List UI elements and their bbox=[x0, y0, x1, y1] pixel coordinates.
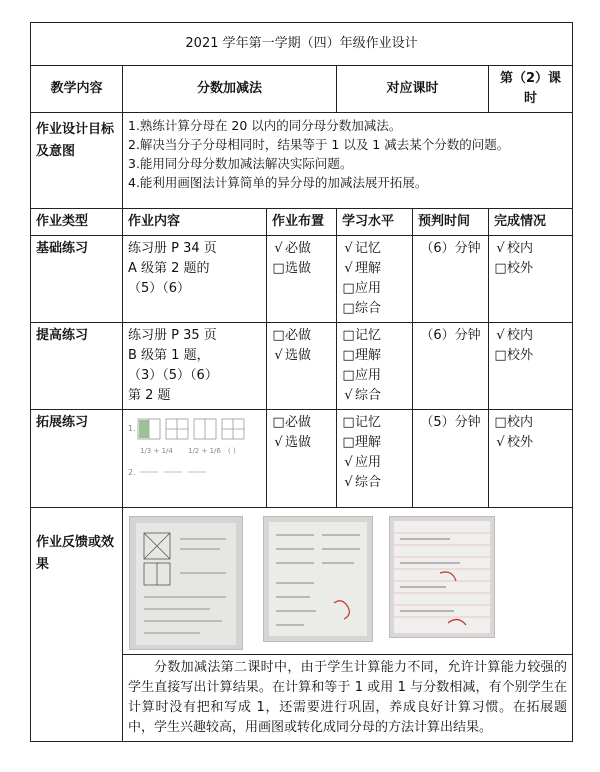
feedback-row bbox=[31, 508, 573, 655]
assign-options bbox=[267, 236, 337, 323]
option-item[interactable]: √ 校外 bbox=[494, 433, 567, 453]
content-value: 分数加减法 bbox=[123, 66, 337, 113]
status-options bbox=[489, 323, 573, 410]
check-mark-icon: √ bbox=[274, 435, 283, 450]
status-options bbox=[489, 236, 573, 323]
level-options bbox=[337, 410, 413, 508]
checkbox-icon: □ bbox=[342, 281, 355, 296]
check-mark-icon: √ bbox=[496, 435, 505, 450]
sheet-title: 2021 学年第一学期（四）年级作业设计 bbox=[31, 23, 573, 66]
option-item[interactable]: √ 记忆 bbox=[342, 239, 407, 259]
homework-design-sheet bbox=[30, 22, 572, 742]
col-time: 预判时间 bbox=[413, 209, 489, 236]
checkbox-icon: □ bbox=[272, 328, 285, 343]
content-line: A 级第 2 题的 bbox=[128, 261, 210, 276]
lesson-value: 第（2）课时 bbox=[489, 66, 573, 113]
option-item[interactable]: □校外 bbox=[494, 259, 567, 279]
option-item[interactable]: √ 校内 bbox=[494, 239, 567, 259]
option-item[interactable]: □校内 bbox=[494, 413, 567, 433]
check-mark-icon: √ bbox=[274, 348, 283, 363]
col-status: 完成情况 bbox=[489, 209, 573, 236]
option-item[interactable]: √ 必做 bbox=[272, 239, 331, 259]
level-options bbox=[337, 323, 413, 410]
checkbox-icon: □ bbox=[342, 435, 355, 450]
content-line: （5）（6） bbox=[128, 281, 191, 296]
option-item[interactable]: □记忆 bbox=[342, 326, 407, 346]
checkbox-icon: □ bbox=[494, 348, 507, 363]
option-item[interactable]: √ 校内 bbox=[494, 326, 567, 346]
fraction-label: ( ) bbox=[228, 447, 236, 455]
goal-item: 3.能用同分母分数加减法解决实际问题。 bbox=[128, 156, 353, 171]
check-mark-icon: √ bbox=[344, 261, 353, 276]
table-row bbox=[31, 323, 573, 410]
option-item[interactable]: □记忆 bbox=[342, 413, 407, 433]
col-assign: 作业布置 bbox=[267, 209, 337, 236]
goals-list bbox=[123, 113, 573, 209]
question-number: 2. bbox=[128, 468, 136, 477]
check-mark-icon: √ bbox=[344, 455, 353, 470]
lesson-label: 对应课时 bbox=[337, 66, 489, 113]
assign-options bbox=[267, 410, 337, 508]
design-table bbox=[30, 22, 573, 742]
feedback-text: 分数加减法第二课时中，由于学生计算能力不同，允许计算能力较强的学生直接写出计算结果。在计算和等于 1 或用 1 与分数相减，有个别学生在计算时没有把和写成 1，还需要进行巩固，养成良好计算习惯。在拓展题中，学生兴趣较高，用画图或转化成同分母的方法计算出结果。 bbox=[123, 655, 573, 742]
row-content bbox=[123, 236, 267, 323]
extension-figure bbox=[128, 413, 260, 489]
level-options bbox=[337, 236, 413, 323]
checkbox-icon: □ bbox=[342, 348, 355, 363]
checkbox-icon: □ bbox=[342, 328, 355, 343]
content-label: 教学内容 bbox=[31, 66, 123, 113]
question-number: 1. bbox=[128, 424, 136, 433]
row-content bbox=[123, 323, 267, 410]
homework-photo bbox=[263, 516, 373, 642]
option-item[interactable]: √ 选做 bbox=[272, 433, 331, 453]
row-type: 拓展练习 bbox=[31, 410, 123, 508]
table-row bbox=[31, 410, 573, 508]
checkbox-icon: □ bbox=[342, 415, 355, 430]
option-item[interactable]: □校外 bbox=[494, 346, 567, 366]
content-line: 练习册 P 34 页 bbox=[128, 241, 217, 256]
table-row bbox=[31, 236, 573, 323]
option-item[interactable]: □应用 bbox=[342, 279, 407, 299]
option-item[interactable]: √ 综合 bbox=[342, 473, 407, 493]
option-item[interactable]: √ 应用 bbox=[342, 453, 407, 473]
homework-photo bbox=[389, 516, 495, 638]
feedback-label: 作业反馈或效果 bbox=[31, 508, 123, 742]
option-item[interactable]: √ 选做 bbox=[272, 346, 331, 366]
check-mark-icon: √ bbox=[496, 328, 505, 343]
option-item[interactable]: □必做 bbox=[272, 326, 331, 346]
check-mark-icon: √ bbox=[274, 241, 283, 256]
checkbox-icon: □ bbox=[272, 261, 285, 276]
check-mark-icon: √ bbox=[344, 388, 353, 403]
goal-item: 1.熟练计算分母在 20 以内的同分母分数加减法。 bbox=[128, 118, 402, 133]
col-level: 学习水平 bbox=[337, 209, 413, 236]
checkbox-icon: □ bbox=[494, 261, 507, 276]
option-item[interactable]: √ 综合 bbox=[342, 386, 407, 406]
checkbox-icon: □ bbox=[494, 415, 507, 430]
option-item[interactable]: □必做 bbox=[272, 413, 331, 433]
col-type: 作业类型 bbox=[31, 209, 123, 236]
content-line: （3）（5）（6） bbox=[128, 368, 218, 383]
row-time: （5）分钟 bbox=[413, 410, 489, 508]
content-line: B 级第 1 题， bbox=[128, 348, 210, 363]
fraction-label: 1/2 + 1/6 bbox=[188, 447, 221, 455]
checkbox-icon: □ bbox=[342, 301, 355, 316]
option-item[interactable]: □理解 bbox=[342, 346, 407, 366]
row-type: 提高练习 bbox=[31, 323, 123, 410]
row-time: （6）分钟 bbox=[413, 323, 489, 410]
option-item[interactable]: □理解 bbox=[342, 433, 407, 453]
option-item[interactable]: □综合 bbox=[342, 299, 407, 319]
option-item[interactable]: □应用 bbox=[342, 366, 407, 386]
checkbox-icon: □ bbox=[342, 368, 355, 383]
check-mark-icon: √ bbox=[496, 241, 505, 256]
status-options bbox=[489, 410, 573, 508]
row-type: 基础练习 bbox=[31, 236, 123, 323]
option-item[interactable]: √ 理解 bbox=[342, 259, 407, 279]
feedback-photos bbox=[123, 508, 573, 655]
goal-item: 2.解决当分子分母相同时，结果等于 1 以及 1 减去某个分数的问题。 bbox=[128, 137, 510, 152]
goals-label: 作业设计目标及意图 bbox=[31, 113, 123, 209]
goal-item: 4.能利用画图法计算简单的异分母的加减法展开拓展。 bbox=[128, 175, 428, 190]
row-time: （6）分钟 bbox=[413, 236, 489, 323]
content-line: 第 2 题 bbox=[128, 388, 171, 403]
fraction-label: 1/3 + 1/4 bbox=[140, 447, 173, 455]
check-mark-icon: √ bbox=[344, 241, 353, 256]
fraction-diagram bbox=[138, 419, 244, 439]
col-content: 作业内容 bbox=[123, 209, 267, 236]
option-item[interactable]: □选做 bbox=[272, 259, 331, 279]
checkbox-icon: □ bbox=[272, 415, 285, 430]
homework-photo bbox=[129, 516, 243, 650]
assign-options bbox=[267, 323, 337, 410]
row-content bbox=[123, 410, 267, 508]
content-line: 练习册 P 35 页 bbox=[128, 328, 217, 343]
check-mark-icon: √ bbox=[344, 475, 353, 490]
